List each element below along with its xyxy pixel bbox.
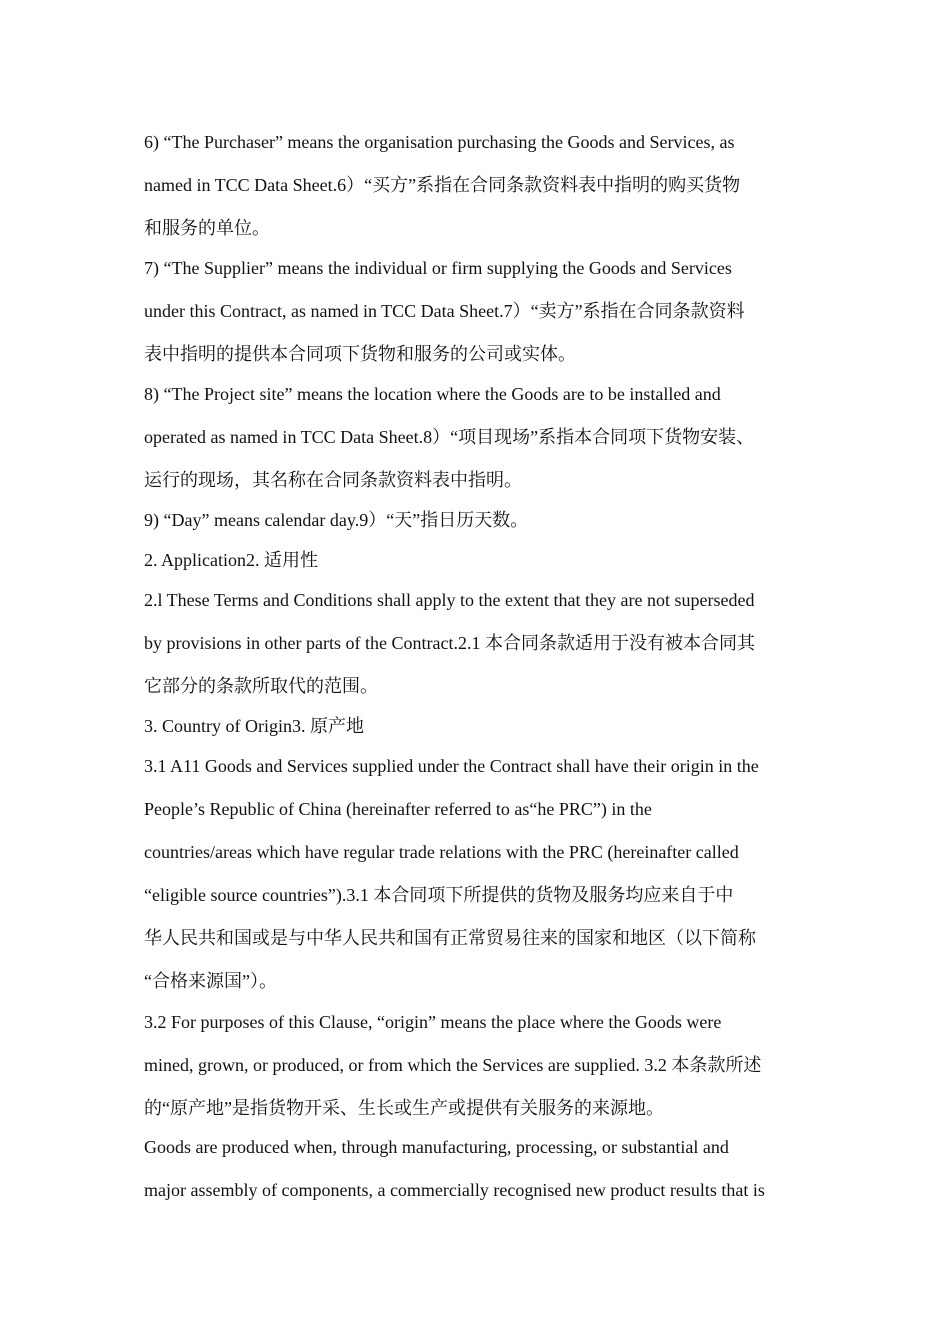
text-line: Goods are produced when, through manufacturing, processing, or substantial and xyxy=(144,1137,729,1157)
text-line: 的“原产地”是指货物开采、生长或生产或提供有关服务的来源地。 xyxy=(144,1098,664,1118)
text-line: mined, grown, or produced, or from which the Services are supplied. 3.2 本条款所述 xyxy=(144,1055,762,1075)
text-line: by provisions in other parts of the Contract.2.1 本合同条款适用于没有被本合同其 xyxy=(144,633,755,653)
text-line: 它部分的条款所取代的范围。 xyxy=(144,676,378,696)
text-line: People’s Republic of China (hereinafter referred to as“he PRC”) in the xyxy=(144,799,652,819)
text-line: 和服务的单位。 xyxy=(144,218,270,238)
text-line: “eligible source countries”).3.1 本合同项下所提供的货物及服务均应来自于中 xyxy=(144,885,734,905)
text-line: named in TCC Data Sheet.6）“买方”系指在合同条款资料表中指明的购买货物 xyxy=(144,175,741,195)
text-line: 6) “The Purchaser” means the organisation purchasing the Goods and Services, as xyxy=(144,132,735,152)
section-heading: 3. Country of Origin3. 原产地 xyxy=(144,716,364,736)
text-line: “合格来源国”）。 xyxy=(144,971,277,991)
text-line: operated as named in TCC Data Sheet.8）“项目现场”系指本合同项下货物安装、 xyxy=(144,427,755,447)
text-line: 3.1 A11 Goods and Services supplied under the Contract shall have their origin in the xyxy=(144,756,759,776)
text-line: 华人民共和国或是与中华人民共和国有正常贸易往来的国家和地区（以下简称 xyxy=(144,928,756,948)
text-line: 运行的现场，其名称在合同条款资料表中指明。 xyxy=(144,470,522,490)
text-line: 3.2 For purposes of this Clause, “origin” means the place where the Goods were xyxy=(144,1012,722,1032)
text-line: countries/areas which have regular trade relations with the PRC (hereinafter called xyxy=(144,842,739,862)
text-line: 7) “The Supplier” means the individual or firm supplying the Goods and Services xyxy=(144,258,732,278)
section-heading: 2. Application2. 适用性 xyxy=(144,550,318,570)
text-line: major assembly of components, a commercially recognised new product results that is xyxy=(144,1180,765,1200)
text-line: 9) “Day” means calendar day.9）“天”指日历天数。 xyxy=(144,510,529,530)
text-line: 表中指明的提供本合同项下货物和服务的公司或实体。 xyxy=(144,344,576,364)
text-line: 8) “The Project site” means the location where the Goods are to be installed and xyxy=(144,384,721,404)
text-line: under this Contract, as named in TCC Data Sheet.7）“卖方”系指在合同条款资料 xyxy=(144,301,745,321)
text-line: 2.l These Terms and Conditions shall apply to the extent that they are not superseded xyxy=(144,590,755,610)
